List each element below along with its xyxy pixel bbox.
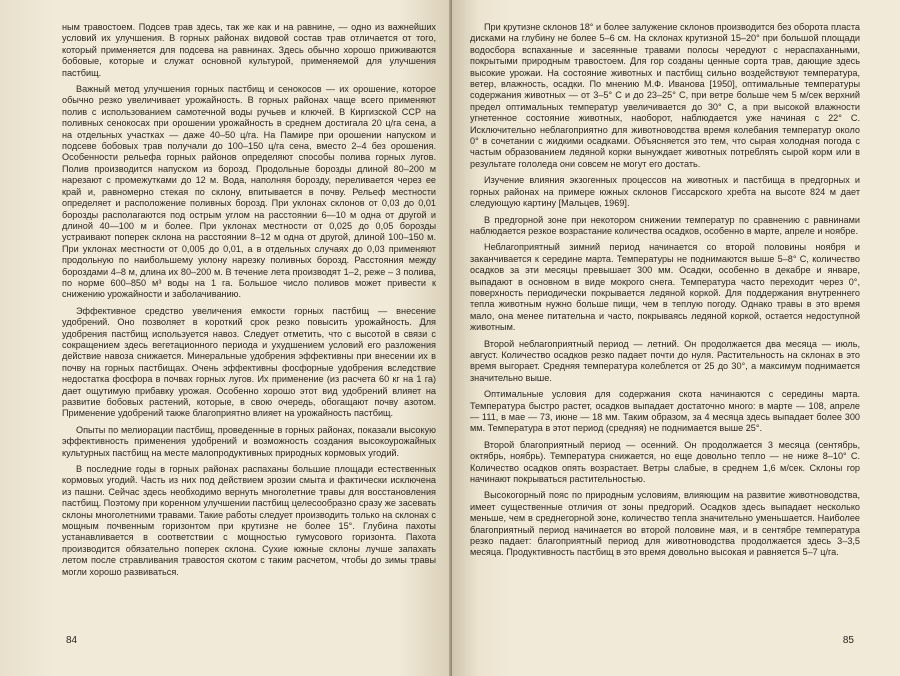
left-paragraph-5: В последние годы в горных районах распаханы большие площади естественных кормовых угодий. Часть из них под действием эрозии смыта и фактически исключена из пашни. Сейчас здесь необходимо вернуть многолетние травы для восстановления пастбищ. Поэтому при коренном улучшении пастбищ целесообразно сразу же засевать склоны многолетними травами. Такие работы следует производить только на склонах с мощным почвенным горизонтом при крутизне не более 15°. Глубина пахоты устанавливается в соответствии с мощностью гумусового горизонта. Пахота производится обязательно поперек склона. Сухие южные склоны лучше запахать летом после стравливания травостоя скотом с таким расчетом, чтобы до зимы травы могли хорошо развиваться. — [62, 464, 436, 577]
left-paragraph-1: ным травостоем. Подсев трав здесь, так же как и на равнине, — одно из важнейших условий их улучшения. В горных районах видовой состав трав отличается от того, который применяется для подсева на равнинах. Здесь обычно хорошо приживаются бобовые, которые и служат основной культурой, применяемой для улучшения пастбищ. — [62, 22, 436, 78]
right-page — [452, 0, 900, 676]
right-paragraph-7: Второй благоприятный период — осенний. Он продолжается 3 месяца (сентябрь, октябрь, ноябрь). Температура снижается, но еще довольно тепло — не ниже 8–10° С. Количество осадков опять возрастает. Ветры слабые, в среднем 1,6 м/сек. Склоны гор начинают покрываться растительностью. — [470, 439, 860, 485]
left-page-number: 84 — [66, 634, 78, 646]
right-paragraph-1: При крутизне склонов 18° и более залужение склонов производится без оборота пласта дисками на глубину не более 5–6 см. На склонах крутизной 15–20° при большой площади водосбора вспаханные и засеянные травами полосы чередуют с нераспаханными, покрытыми природным травостоем. Для гор созданы ценные сорта трав, дающие здесь высокие урожаи. На состояние животных и пастбищ сильно воздействуют температура, ветер, влажность, осадки. По мнению М.Ф. Иванова [1950], оптимальные температуры содержания животных — от 3–5° С и до 23–25° С, при ветре больше чем 5 м/сек верхний предел оптимальных температур увеличивается до 30° С, а при высокой влажности угнетенное состояние животных, наоборот, наблюдается уже начиная с 22° С. Исключительно неблагоприятно для животноводства время колебания температур около 0° в сочетании с жидкими осадками. Объясняется это тем, что сырая холодная погода с частым образованием ледяной корки вынуждает животных потреблять сырой корм или в результате гололеда они совсем не могут его достать. — [470, 22, 860, 169]
right-paragraph-2: Изучение влияния экзогенных процессов на животных и пастбища в предгорных и горных районах на примере южных склонов Гиссарского хребта на высоте 824 м дает следующую картину [Мальцев, 1969]. — [470, 175, 860, 209]
left-paragraph-3: Эффективное средство увеличения емкости горных пастбищ — внесение удобрений. Оно позволяет в короткий срок резко повысить урожайность. Для удобрения пастбищ используется навоз. Следует отметить, что с высотой в связи с сокращением здесь вегетационного периода и ухудшением условий его разложения действие навоза снижается. Минеральные удобрения эффективны при внесении их в почву на горных пастбищах. Очень эффективны фосфорные удобрения вследствие недостатка фосфора в почвах горных лугов. Их применение (из расчета 60 кг на 1 га) дает ощутимую прибавку урожая. Особенно хорошо этот вид удобрений влияет на развитие бобовых растений, которые, в свою очередь, обогащают почву азотом. Применение удобрений также благоприятно влияет на урожайность пастбищ. — [62, 305, 436, 419]
right-page-number: 85 — [842, 634, 854, 646]
right-paragraph-3: В предгорной зоне при некотором снижении температур по сравнению с равнинами наблюдается резкое возрастание количества осадков, особенно в марте, апреле и ноябре. — [470, 214, 860, 236]
left-paragraph-4: Опыты по мелиорации пастбищ, проведенные в горных районах, показали высокую эффективность применения удобрений и возможность создания высокоурожайных культурных пастбищ на месте малопродуктивных природных кормовых угодий. — [62, 424, 436, 458]
right-paragraph-8: Высокогорный пояс по природным условиям, влияющим на развитие животноводства, имеет существенные отличия от зоны предгорий. Осадков здесь выпадает несколько меньше, чем в среднегорной зоне, количество тепла значительно уменьшается. Наиболее благоприятный период начинается во второй половине мая, и в сентябре температура резко падает: благоприятный период для животноводства продолжается здесь 3–3,5 месяца. Продуктивность пастбищ в это время довольно высокая и равняется 5–7 ц/га. — [470, 490, 860, 558]
left-paragraph-2: Важный метод улучшения горных пастбищ и сенокосов — их орошение, которое обычно резко увеличивает урожайность. В горных районах чаще всего применяют полив с использованием самотечной воды ручьев и ключей. В Киргизской ССР на поливных сенокосах при орошении урожайность в среднем достигала 20 ц/га сена, а на отдельных участках — даже 40–50 ц/га. На Памире при орошении напуском и подсеве бобовых трав получали до 100–150 ц/га сена, вместо 2–4 без орошения. Особенности рельефа горных районов определяют способы полива горных лугов. Полив производится напуском из борозд. Продольные борозды длиной 80–200 м нарезают с промежутками до 12 м. Вода, наполняя борозду, переливается через ее край и, равномерно стекая по склону, впитывается в почву. Рельеф местности определяет и расположение поливных борозд. При уклонах склонов от 0,03 до 0,01 борозды располагаются под острым углом на расстоянии 6—10 м одна от другой и длиной 40—100 м и более. При уклонах местности от 0,025 до 0,05 борозды устраивают поперек склона на расстоянии 8–12 м одна от другой, длиной 100–150 м. При уклонах местности от 0,005 до 0,01, а в отдельных случаях до 0,03 применяют продольную по наибольшему уклону нарезку поливных борозд. Расстояния между бороздами 4–8 м, длина их 80–200 м. В течение лета производят 1–2, реже – 3 полива, по норме 600–850 м³ воды на 1 га. Большое число поливов может привести к снижению урожайности и заболачиванию. — [62, 84, 436, 300]
right-paragraph-6: Оптимальные условия для содержания скота начинаются с середины марта. Температура быстро растет, осадков выпадает достаточно много: в марте — 108, апреле — 111, в мае — 73, июне — 18 мм. Таким образом, за 4 месяца здесь выпадает более 300 мм. Температура в этот период (средняя) не поднимается выше 25°. — [470, 389, 860, 434]
right-paragraph-4: Неблагоприятный зимний период начинается со второй половины ноября и заканчивается к середине марта. Температуры не поднимаются выше 5–8° С, количество осадков за эти месяцы превышает 300 мм. Осадки, особенно в декабре и январе, выпадают в основном в виде мокрого снега. Температура часто переходит через 0°, поверхность периодически покрывается ледяной коркой. Для поддержания внутреннего тепла животным нужно больше пищи, чем в теплую погоду. Однако травы в это время мало, она менее питательна и часто, покрываясь ледяной коркой, остается недоступной животным. — [470, 242, 860, 333]
right-paragraph-5: Второй неблагоприятный период — летний. Он продолжается два месяца — июль, август. Количество осадков резко падает почти до нуля. Растительность на склонах в это время выгорает. Средняя температура колеблется от 25 до 30°, а максимум поднимается значительно выше. — [470, 338, 860, 383]
